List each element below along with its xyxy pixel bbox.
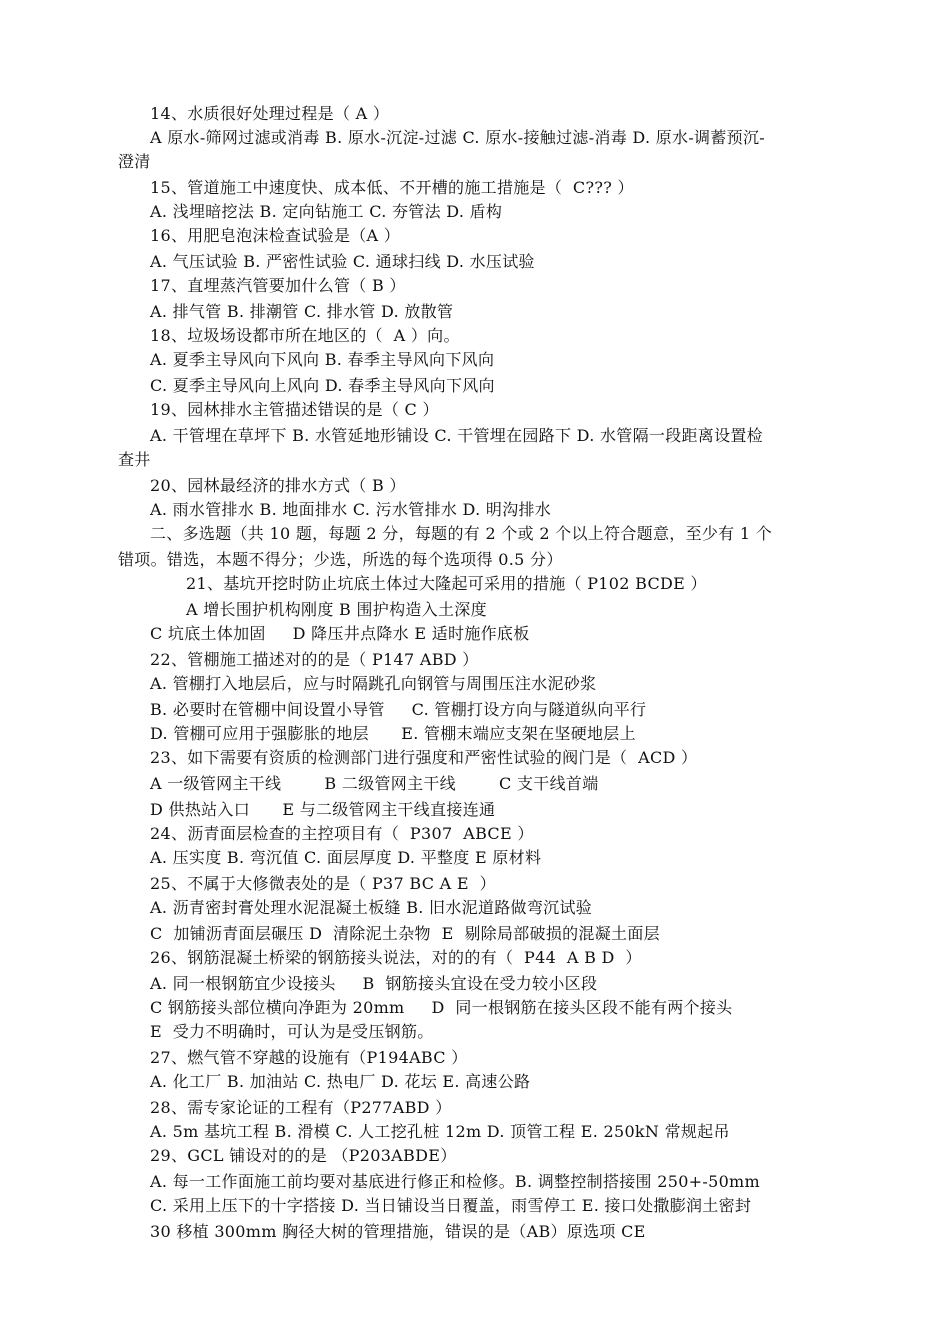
question-18: 18、垃圾场设都市所在地区的（ A ）向。 — [150, 326, 460, 345]
question-14: 14、水质很好处理过程是（ A ） — [150, 104, 390, 123]
question-23-options-de: D 供热站入口 E 与二级管网主干线直接连通 — [150, 800, 496, 819]
section-heading-multiple-choice-cont: 错项。错选，本题不得分；少选，所选的每个选项得 0.5 分） — [118, 550, 563, 569]
question-21-options-ab: A 增长围护机构刚度 B 围护构造入土深度 — [186, 600, 487, 619]
question-25-options-ab: A. 沥青密封膏处理水泥混凝土板缝 B. 旧水泥道路做弯沉试验 — [150, 898, 593, 917]
question-21-options-cde: C 坑底土体加固 D 降压井点降水 E 适时施作底板 — [150, 624, 530, 643]
question-17: 17、直埋蒸汽管要加什么管（ B ） — [150, 276, 406, 295]
question-28-options: A. 5m 基坑工程 B. 滑模 C. 人工挖孔桩 12m D. 顶管工程 E. 250kN 常规起吊 — [150, 1122, 730, 1141]
question-19: 19、园林排水主管描述错误的是（ C ） — [150, 400, 439, 419]
question-23: 23、如下需要有资质的检测部门进行强度和严密性试验的阀门是（ ACD ） — [150, 748, 698, 767]
question-29-options-cde: C. 采用上压下的十字搭接 D. 当日铺设当日覆盖，雨雪停工 E. 接口处撒膨润土密封 — [150, 1196, 752, 1215]
question-27: 27、燃气管不穿越的设施有（P194ABC ） — [150, 1048, 468, 1067]
section-heading-multiple-choice: 二、多选题（共 10 题，每题 2 分，每题的有 2 个或 2 个以上符合题意，至少有 1 个 — [150, 524, 773, 543]
question-29: 29、GCL 铺设对的的是 （P203ABDE） — [150, 1146, 457, 1165]
question-23-options-abc: A 一级管网主干线 B 二级管网主干线 C 支干线首端 — [150, 774, 599, 793]
question-26-option-e: E 受力不明确时，可认为是受压钢筋。 — [150, 1022, 434, 1041]
question-24-options: A. 压实度 B. 弯沉值 C. 面层厚度 D. 平整度 E 原材料 — [150, 848, 542, 867]
question-19-options-cont: 查井 — [118, 450, 151, 469]
question-22: 22、管棚施工描述对的的是（ P147 ABD ） — [150, 650, 479, 669]
question-26-options-ab: A. 同一根钢筋宜少设接头 B 钢筋接头宜设在受力较小区段 — [150, 974, 598, 993]
question-29-options-ab: A. 每一工作面施工前均要对基底进行修正和检修。B. 调整控制搭接围 250+-50mm — [150, 1172, 760, 1191]
question-19-options: A. 干管埋在草坪下 B. 水管延地形铺设 C. 干管埋在园路下 D. 水管隔一段距离设置检 — [150, 426, 763, 445]
question-30: 30 移植 300mm 胸径大树的管理措施，错误的是（AB）原选项 CE — [150, 1222, 646, 1241]
question-22-options-bc: B. 必要时在管棚中间设置小导管 C. 管棚打设方向与隧道纵向平行 — [150, 700, 647, 719]
question-14-options-cont: 澄清 — [118, 152, 151, 171]
question-26: 26、钢筋混凝土桥梁的钢筋接头说法，对的的有（ P44 A B D ） — [150, 948, 642, 967]
question-24: 24、沥青面层检查的主控项目有（ P307 ABCE ） — [150, 824, 534, 843]
question-16-options: A. 气压试验 B. 严密性试验 C. 通球扫线 D. 水压试验 — [150, 252, 535, 271]
question-14-options: A 原水-筛网过滤或消毒 B. 原水-沉淀-过滤 C. 原水-接触过滤-消毒 D. 原水-调蓄预沉- — [150, 128, 765, 147]
question-28: 28、需专家论证的工程有（P277ABD ） — [150, 1098, 452, 1117]
question-27-options: A. 化工厂 B. 加油站 C. 热电厂 D. 花坛 E. 高速公路 — [150, 1072, 531, 1091]
question-21: 21、基坑开挖时防止坑底土体过大隆起可采用的措施（ P102 BCDE ） — [186, 574, 707, 593]
question-15-options: A. 浅埋暗挖法 B. 定向钻施工 C. 夯管法 D. 盾构 — [150, 202, 503, 221]
question-20: 20、园林最经济的排水方式（ B ） — [150, 476, 406, 495]
question-15: 15、管道施工中速度快、成本低、不开槽的施工措施是（ C??? ） — [150, 178, 634, 197]
question-25-options-cde: C 加铺沥青面层碾压 D 清除泥土杂物 E 剔除局部破损的混凝土面层 — [150, 924, 660, 943]
question-22-option-a: A. 管棚打入地层后，应与时隔跳孔向钢管与周围压注水泥砂浆 — [150, 674, 597, 693]
question-18-options-ab: A. 夏季主导风向下风向 B. 春季主导风向下风向 — [150, 350, 495, 369]
question-17-options: A. 排气管 B. 排潮管 C. 排水管 D. 放散管 — [150, 302, 454, 321]
question-25: 25、不属于大修微表处的是（ P37 BC A E ） — [150, 874, 496, 893]
question-22-options-de: D. 管棚可应用于强膨胀的地层 E. 管棚末端应支架在坚硬地层上 — [150, 724, 636, 743]
question-16: 16、用肥皂泡沫检查试验是（A ） — [150, 226, 401, 245]
question-26-options-cd: C 钢筋接头部位横向净距为 20mm D 同一根钢筋在接头区段不能有两个接头 — [150, 998, 733, 1017]
question-18-options-cd: C. 夏季主导风向上风向 D. 春季主导风向下风向 — [150, 376, 495, 395]
question-20-options: A. 雨水管排水 B. 地面排水 C. 污水管排水 D. 明沟排水 — [150, 500, 552, 519]
